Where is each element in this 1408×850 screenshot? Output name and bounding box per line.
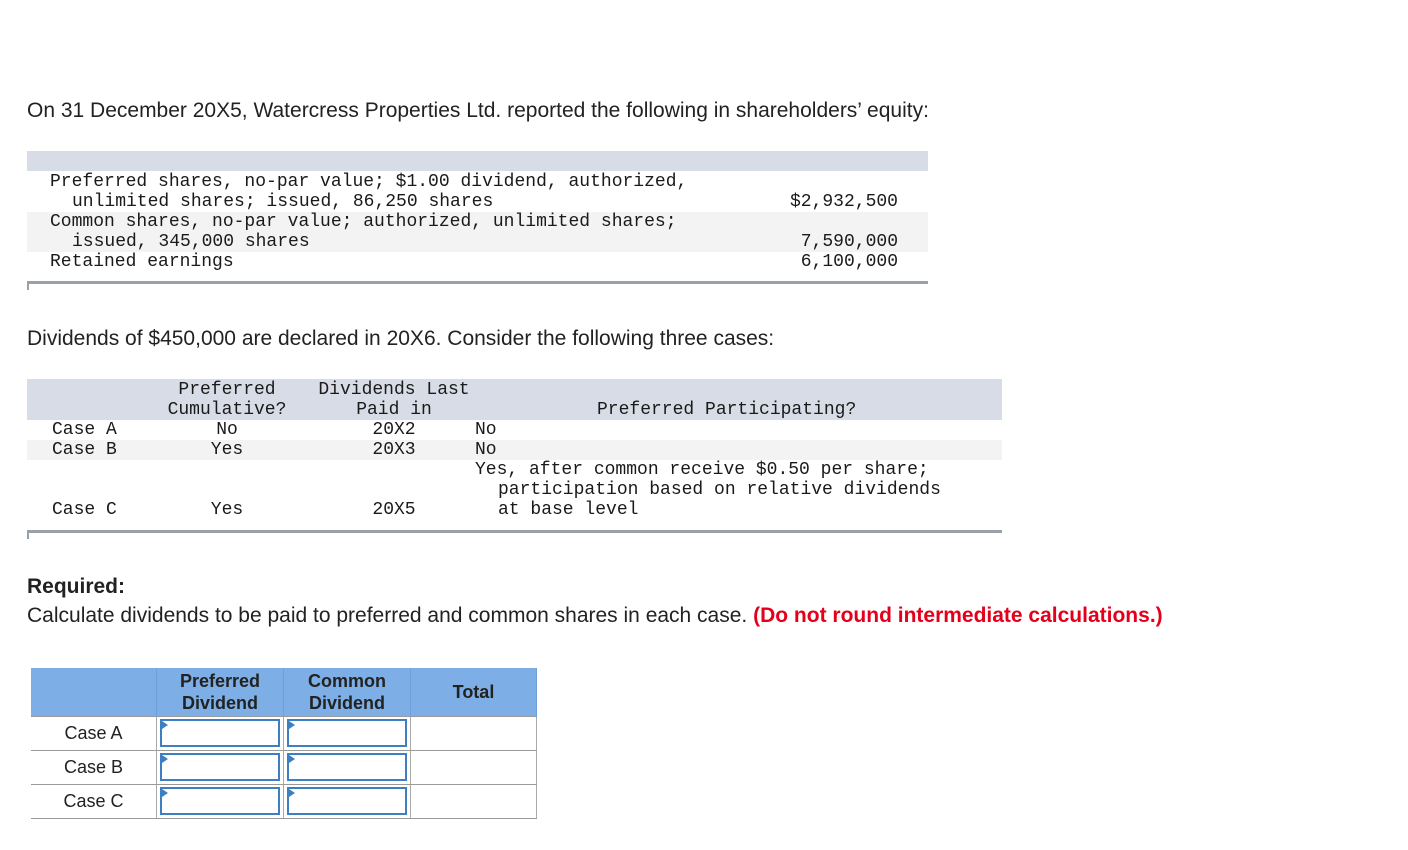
row-label-case-a: Case A [31, 716, 157, 750]
case-c-label: Case C [52, 500, 117, 520]
required-note: (Do not round intermediate calculations.) [753, 604, 1163, 627]
header-last-paid-2: Paid in [356, 400, 432, 420]
row-label-case-b: Case B [31, 750, 157, 784]
case-b-cumulative: Yes [210, 440, 244, 460]
cell-case-b-common [284, 750, 411, 784]
case-c-common-input[interactable] [287, 787, 407, 815]
table-row [31, 784, 537, 818]
header-common-dividend [284, 668, 411, 716]
intro-text: On 31 December 20X5, Watercress Properties Ltd. reported the following in shareholders’ equity: [27, 99, 929, 122]
case-c-participating-line1: Yes, after common receive $0.50 per share; [475, 460, 929, 480]
header-participating: Preferred Participating? [597, 400, 857, 420]
case-b-label: Case B [52, 440, 117, 460]
case-b-total-cell [411, 750, 537, 784]
table-row [31, 750, 537, 784]
required-text [27, 604, 1163, 628]
cell-case-c-common [284, 784, 411, 818]
cell-case-b-preferred [157, 750, 284, 784]
case-c-participating-line2: participation based on relative dividends [498, 480, 941, 500]
required-title: Required: [27, 575, 126, 598]
table-row [31, 716, 537, 750]
case-a-participating: No [475, 420, 497, 440]
equity-common-line1: Common shares, no-par value; authorized, unlimited shares; [50, 212, 677, 232]
row-label-case-c: Case C [31, 784, 157, 818]
equity-preferred-line1: Preferred shares, no-par value; $1.00 dividend, authorized, [50, 172, 688, 192]
case-a-preferred-input[interactable] [160, 719, 280, 747]
cell-case-a-common [284, 716, 411, 750]
equity-common-value: 7,590,000 [800, 232, 898, 252]
dividends-text: Dividends of $450,000 are declared in 20X6. Consider the following three cases: [27, 327, 775, 350]
equity-preferred-line2: unlimited shares; issued, 86,250 shares [72, 192, 494, 212]
header-preferred-line1: Preferred [179, 670, 261, 691]
equity-retained-label: Retained earnings [50, 252, 234, 272]
equity-table [27, 151, 928, 292]
case-b-common-input[interactable] [287, 753, 407, 781]
cell-case-a-preferred [157, 716, 284, 750]
header-common-line2: Dividend [308, 692, 385, 713]
equity-common-line2: issued, 345,000 shares [72, 232, 310, 252]
case-a-last-paid: 20X2 [372, 420, 416, 440]
header-cumulative-1: Preferred [178, 380, 276, 400]
case-c-cumulative: Yes [210, 500, 244, 520]
case-c-preferred-input[interactable] [160, 787, 280, 815]
case-c-last-paid: 20X5 [372, 500, 416, 520]
header-last-paid-1: Dividends Last [318, 380, 470, 400]
equity-retained-value: 6,100,000 [800, 252, 898, 272]
case-b-participating: No [475, 440, 497, 460]
case-a-cumulative: No [216, 420, 238, 440]
header-common-line1: Common [308, 670, 386, 691]
header-preferred-line2: Dividend [181, 692, 258, 713]
answer-table [31, 668, 537, 819]
case-a-total-cell [411, 716, 537, 750]
case-b-last-paid: 20X3 [372, 440, 416, 460]
cases-table [27, 379, 1002, 541]
header-cumulative-2: Cumulative? [167, 400, 287, 420]
equity-preferred-value: $2,932,500 [789, 192, 898, 212]
required-instruction: Calculate dividends to be paid to preferred and common shares in each case. [27, 604, 748, 627]
cell-case-c-preferred [157, 784, 284, 818]
case-c-total-cell [411, 784, 537, 818]
case-a-label: Case A [52, 420, 117, 440]
header-blank [31, 668, 157, 716]
header-total: Total [411, 668, 537, 716]
case-c-participating-line3: at base level [498, 500, 639, 520]
case-b-preferred-input[interactable] [160, 753, 280, 781]
header-preferred-dividend [157, 668, 284, 716]
case-a-common-input[interactable] [287, 719, 407, 747]
